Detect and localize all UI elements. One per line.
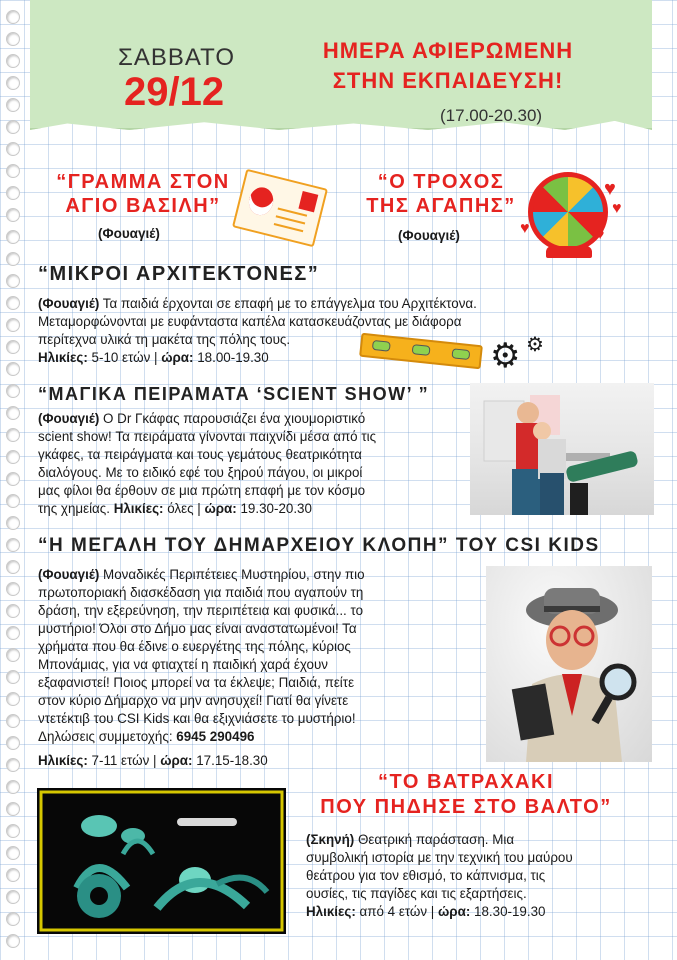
binding-hole: [6, 736, 20, 750]
text-line: Δηλώσεις συμμετοχής:: [38, 729, 177, 744]
frog-description: [306, 831, 656, 921]
time-value: 19.30-20.30: [236, 501, 312, 516]
binding-hole: [6, 560, 20, 574]
text-line: διαλόγους. Με το ειδικό εφέ του ξηρού πάγου, οι μικροί: [38, 465, 363, 480]
binding-hole: [6, 164, 20, 178]
wheel-title-line2: ΤΗΣ ΑΓΑΠΗΣ”: [366, 195, 516, 217]
header-day: ΣΑΒΒΑΤΟ: [118, 44, 235, 71]
binding-hole: [6, 780, 20, 794]
header-date: 29/12: [124, 70, 225, 114]
header-title: [268, 36, 628, 96]
letter-title-line1: “ΓΡΑΜΜΑ ΣΤΟΝ: [56, 171, 230, 193]
binding-hole: [6, 318, 20, 332]
binding-hole: [6, 384, 20, 398]
wheel-title: [356, 170, 526, 218]
ages-label: Ηλικίες:: [38, 753, 88, 768]
text-line: Μοναδικές Περιπέτειες Μυστηρίου, στην πιο: [99, 567, 365, 582]
binding-hole: [6, 120, 20, 134]
wheel-venue: (Φουαγιέ): [398, 228, 460, 243]
time-label: ώρα:: [204, 501, 237, 516]
ages-value: από 4 ετών |: [355, 904, 438, 919]
header-title-line2: ΣΤΗΝ ΕΚΠΑΙΔΕΥΣΗ!: [332, 68, 564, 93]
frog-title-line2: ΠΟΥ ΠΗΔΗΣΕ ΣΤΟ ΒΑΛΤΟ”: [320, 796, 612, 818]
time-label: ώρα:: [438, 904, 471, 919]
ages-label: Ηλικίες:: [113, 501, 164, 516]
binding-hole: [6, 296, 20, 310]
architects-title: “ΜΙΚΡΟΙ ΑΡΧΙΤΕΚΤΟΝΕΣ”: [38, 263, 320, 285]
text-line: Μεταμορφώνονται με ευφάνταστα καπέλα κατασκευάζοντας με διάφορα: [38, 314, 462, 329]
binding-hole: [6, 252, 20, 266]
spiral-binding: [0, 0, 26, 960]
binding-hole: [6, 626, 20, 640]
binding-hole: [6, 516, 20, 530]
letter-venue: (Φουαγιέ): [98, 226, 160, 241]
binding-hole: [6, 98, 20, 112]
text-line: μυστήριο! Όλοι στο Δήμο μας είναι αναστατωμένοι! Τα: [38, 621, 357, 636]
binding-hole: [6, 494, 20, 508]
csi-description: [38, 566, 488, 770]
text-line: περίτεχνα υλικά τη μακέτα της πόλης τους.: [38, 332, 291, 347]
text-line: θεάτρου για τον εθισμό, το κάπνισμα, τις: [306, 868, 546, 883]
ages-value: όλες |: [163, 501, 205, 516]
letter-title-line2: ΑΓΙΟ ΒΑΣΙΛΗ”: [65, 195, 221, 217]
text-line: πρωτοποριακή διασκέδαση για παιδιά που αγαπούν τη: [38, 585, 364, 600]
text-line: μας φίλοι θα έρθουν σε μια πρώτη επαφή με τον κόσμο: [38, 483, 366, 498]
frog-title-line1: “ΤΟ ΒΑΤΡΑΧΑΚΙ: [378, 771, 554, 793]
ages-label: Ηλικίες:: [38, 350, 88, 365]
csi-phone: 6945 290496: [176, 729, 255, 744]
frog-title: [296, 770, 636, 820]
text-line: δράση, την εξερεύνηση, την περιπέτεια και φυσικά... το: [38, 603, 364, 618]
architects-description: [38, 295, 638, 367]
science-title: “ΜΑΓΙΚΑ ΠΕΙΡΑΜΑΤΑ ‘SCIENT SHOW’ ”: [38, 384, 430, 404]
binding-hole: [6, 340, 20, 354]
text-line: Ο Dr Γκάφας παρουσιάζει ένα χιουμοριστικό: [99, 411, 366, 426]
text-line: ντετέκτιβ του CSI Kids και θα εξιχνιάσετε το μυστήριο!: [38, 711, 356, 726]
text-line: στον κύριο Δήμαρχο να μην ανησυχεί! Γιατί θα γίνετε: [38, 693, 349, 708]
postcard-icon: [232, 169, 328, 248]
science-venue: (Φουαγιέ): [38, 411, 100, 426]
heart-icon: ♥: [604, 178, 616, 200]
gear-icon: ⚙: [490, 337, 521, 375]
binding-hole: [6, 824, 20, 838]
binding-hole: [6, 32, 20, 46]
binding-hole: [6, 274, 20, 288]
time-value: 18.00-19.30: [193, 350, 269, 365]
architects-info: [38, 349, 638, 367]
heart-icon: ♥: [612, 200, 622, 217]
binding-hole: [6, 648, 20, 662]
science-description: [38, 410, 468, 518]
text-line: Θεατρική παράσταση. Μια: [354, 832, 515, 847]
binding-hole: [6, 846, 20, 860]
binding-hole: [6, 714, 20, 728]
binding-hole: [6, 670, 20, 684]
binding-hole: [6, 54, 20, 68]
black-theatre-photo: [37, 788, 286, 934]
frog-info: [306, 903, 656, 921]
binding-hole: [6, 230, 20, 244]
wheel-base-icon: [546, 246, 592, 258]
binding-hole: [6, 582, 20, 596]
binding-hole: [6, 428, 20, 442]
binding-hole: [6, 406, 20, 420]
binding-hole: [6, 538, 20, 552]
letter-title: [50, 170, 236, 218]
text-line: ουσίες, τις παγίδες και τις εξαρτήσεις.: [306, 886, 527, 901]
text-line: Τα παιδιά έρχονται σε επαφή με το επάγγελμα του Αρχιτέκτονα.: [99, 296, 477, 311]
binding-hole: [6, 802, 20, 816]
binding-hole: [6, 208, 20, 222]
architects-venue: (Φουαγιέ): [38, 296, 100, 311]
ages-value: 5-10 ετών |: [87, 350, 162, 365]
heart-icon: ♥: [596, 226, 605, 242]
time-label: ώρα:: [161, 350, 194, 365]
heart-icon: ♥: [520, 220, 530, 237]
wheel-title-line1: “Ο ΤΡΟΧΟΣ: [377, 171, 505, 193]
binding-hole: [6, 868, 20, 882]
text-line: χρήματα που θα έδινε ο ευεργέτης της πόλης, κύριος: [38, 639, 351, 654]
csi-venue: (Φουαγιέ): [38, 567, 100, 582]
science-show-photo: [470, 383, 654, 515]
header-title-line1: ΗΜΕΡΑ ΑΦΙΕΡΩΜΕΝΗ: [322, 38, 574, 63]
text-line: scient show! Τα πειράματα γίνονται παιχνίδι μέσα από τις: [38, 429, 377, 444]
text-line: της χημείας.: [38, 501, 114, 516]
time-value: 18.30-19.30: [470, 904, 546, 919]
time-label: ώρα:: [160, 753, 193, 768]
binding-hole: [6, 472, 20, 486]
header-time: (17.00-20.30): [440, 106, 543, 125]
binding-hole: [6, 758, 20, 772]
gear-icon: ⚙: [526, 334, 544, 356]
binding-hole: [6, 10, 20, 24]
ages-label: Ηλικίες:: [306, 904, 356, 919]
binding-hole: [6, 692, 20, 706]
detective-kid-photo: [486, 566, 652, 762]
binding-hole: [6, 362, 20, 376]
text-line: συμβολική ιστορία με την τεχνική του μαύρου: [306, 850, 573, 865]
text-line: γκάφες, τα πειράγματα και τους γεμάτους θεατρικότητα: [38, 447, 362, 462]
csi-title: “Η ΜΕΓΑΛΗ ΤΟΥ ΔΗΜΑΡΧΕΙΟΥ ΚΛΟΠΗ” ΤΟΥ CSI KIDS: [38, 535, 600, 556]
binding-hole: [6, 186, 20, 200]
science-info: [38, 500, 468, 518]
binding-hole: [6, 912, 20, 926]
ages-value: 7-11 ετών |: [87, 753, 161, 768]
binding-hole: [6, 142, 20, 156]
binding-hole: [6, 934, 20, 948]
binding-hole: [6, 890, 20, 904]
binding-hole: [6, 450, 20, 464]
text-line: εξαφανιστεί! Ποιος μπορεί να τα έκλεψε; Παιδιά, πείτε: [38, 675, 355, 690]
binding-hole: [6, 604, 20, 618]
binding-hole: [6, 76, 20, 90]
time-value: 17.15-18.30: [192, 753, 268, 768]
frog-venue: (Σκηνή): [306, 832, 355, 847]
csi-info: [38, 752, 488, 770]
text-line: Μπονάμιας, για να φτιαχτεί η παιδική χαρά έχουν: [38, 657, 329, 672]
